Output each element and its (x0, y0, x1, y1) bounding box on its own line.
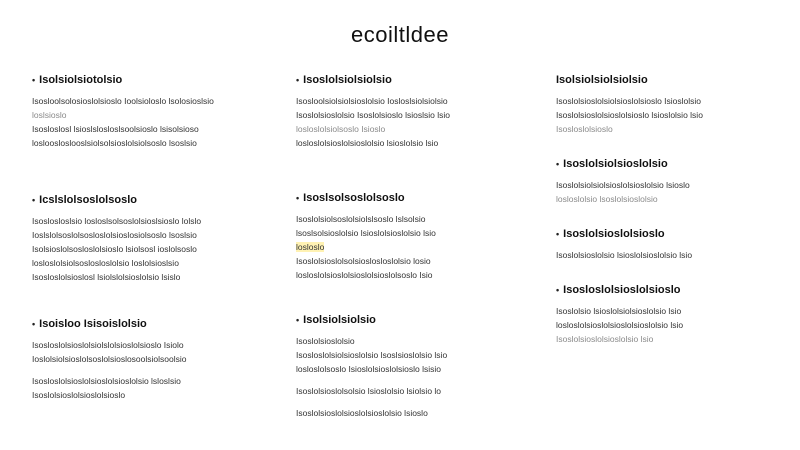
section-heading (296, 72, 526, 88)
text-line: losloslolsioslolsioslolsio lsioslolsio lsio (296, 138, 439, 148)
text-line: Isoslolsioslolsio lsioslolsioslolsio lsio (556, 250, 693, 260)
text-line: Isosloslolsiolsioslolsio lsoslsioslolsio lsio (296, 350, 448, 360)
spacer (296, 398, 526, 406)
bullet-icon: • (296, 75, 300, 85)
text-line: losloslolsiolsoslo Isioslo (296, 124, 386, 134)
section-heading (32, 316, 262, 332)
text-line: Isoslolsiolsiolsioslolsioslolsio lsioslo (556, 180, 690, 190)
text-line: Isoslosloslsio losloslsolsoslolsioslsioslo lolslo (32, 216, 202, 226)
spacer (296, 376, 526, 384)
section (296, 190, 526, 282)
text-line: lsoslsolsioslolsio lsioslolsioslolsio lsio (296, 228, 436, 238)
section-heading (296, 190, 526, 206)
bullet-icon: • (296, 315, 300, 325)
section-heading (296, 312, 526, 328)
heading-text: Isosloslolsioslolsioslo (563, 284, 681, 296)
text-line: Isosloslolsioslo (556, 124, 613, 134)
text-line: Isoslolsioslolsolsioslosloslolsio losio (296, 256, 431, 266)
section-heading (556, 156, 786, 172)
text-line: Isosloolsiolsiolsioslolsio Iosloslsiolsiolsio (296, 96, 448, 106)
text-line: losloslolsiolsoslosloslolsio loslolsioslsio (32, 258, 179, 268)
text-line: loslsioslo (32, 110, 67, 120)
text-line: Isoslolsioslolsioslolsio lsio (556, 334, 654, 344)
text-line: Isosloolsolosioslolsioslo Ioolsioloslo lsolosioslsio (32, 96, 214, 106)
section-heading (32, 192, 262, 208)
section (556, 72, 786, 136)
bullet-icon: • (32, 319, 36, 329)
section-heading (556, 282, 786, 298)
spacer (32, 366, 262, 374)
section-heading (556, 226, 786, 242)
section (556, 226, 786, 262)
page-title: ecoiltldee (351, 22, 449, 47)
text-line: Isoslolsio lsioslolsiolsioslolsio lsio (556, 306, 682, 316)
text-line: Isoslolsioslolsiolsioslolsioslo Isioslolsio (556, 96, 702, 106)
column-2 (296, 72, 526, 442)
text-line: losloslolsoslo Isioslolsioslolsioslo lsisio (296, 364, 442, 374)
text-line: Isoslolsioslolsioslolsioslo (32, 390, 126, 400)
section (32, 192, 262, 284)
heading-text: Isolsiolsiolsio (303, 314, 376, 326)
text-line: Isoslolsioslolsioslolsioslolsio lsioslo (296, 408, 428, 418)
text-line: Isolsioslolsosloslolsioslo lsiolsosl ioslolsoslo (32, 244, 197, 254)
bullet-icon: • (556, 285, 560, 295)
section (556, 282, 786, 346)
column-3 (556, 72, 786, 366)
bullet-icon: • (556, 159, 560, 169)
text-line: Isoslolsioslolsio Isoslolsioslo lsioslsio lsio (296, 110, 451, 120)
text-line (296, 240, 526, 254)
text-line: losloslolsio lsoslolsioslolsio (556, 194, 658, 204)
section-heading (556, 72, 786, 88)
text-line: Isosloslolsioslolsiolslolsioslolsioslo Isiolo (32, 340, 184, 350)
heading-text: Isoslolsioslolsioslo (563, 228, 665, 240)
heading-text: Icslslolsoslolsoslo (39, 194, 137, 206)
heading-text: Isoslsolsoslolsoslo (303, 192, 405, 204)
heading-text: Isoisloo Isisoislolsio (39, 318, 147, 330)
heading-text: Isolsiolsiotolsio (39, 74, 123, 86)
section (32, 316, 262, 402)
highlighted-text: losloslo (296, 242, 325, 252)
text-line: losloosloslooslsiolsolsioslolsiolsoslo lsoslsio (32, 138, 197, 148)
text-line: Isosloslolsioslosl lsiolslolsioslolsio lsislo (32, 272, 181, 282)
text-line: Isoslolsioslolsioslolsioslo lsioslolsio lsio (556, 110, 703, 120)
section (296, 72, 526, 150)
text-line: Ioslslolsoslolsosloslolsioslosiolsoslo lsoslsio (32, 230, 197, 240)
section (556, 156, 786, 206)
heading-text: Isolsiolsiolsiolsio (556, 74, 648, 86)
text-line: Isoslolsiolsoslolsiolslsoslo lslsolsio (296, 214, 426, 224)
heading-text: Isoslolsiolsiolsio (303, 74, 392, 86)
text-line: Isosloslolsioslolsioslolsioslolsio lsloslsio (32, 376, 181, 386)
text-line: Isosloslosl lsioslslosloslsoolsioslo lsisolsioso (32, 124, 199, 134)
bullet-icon: • (32, 195, 36, 205)
section-heading (32, 72, 262, 88)
text-line: Isoslolsioslolsolsio lsioslolsio lsiolsio lo (296, 386, 442, 396)
bullet-icon: • (556, 229, 560, 239)
text-line: Isoslolsioslolsio (296, 336, 355, 346)
text-line: losloslolsioslolsioslolsioslolsio lsio (556, 320, 684, 330)
bullet-icon: • (296, 193, 300, 203)
column-1 (32, 72, 262, 424)
section (296, 312, 526, 420)
section (32, 72, 262, 150)
text-line: losloslolsioslolsioslolsioslolsoslo Isio (296, 270, 433, 280)
heading-text: Isoslolsiolsioslolsio (563, 158, 668, 170)
text-line: Ioslolsiolsioslolsoslolsioslosoolsiolsoolsio (32, 354, 187, 364)
bullet-icon: • (32, 75, 36, 85)
